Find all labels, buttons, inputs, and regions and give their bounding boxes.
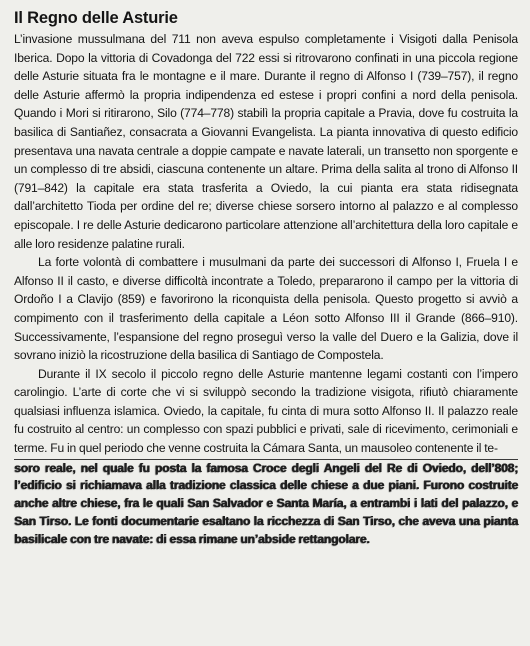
article-title: Il Regno delle Asturie [14, 9, 178, 27]
smudged-paragraph: soro reale, nel quale fu posta la famosa Croce degli Angeli del Re di Oviedo, dell’808; l’edificio si richiamava alla tradizione classica delle chiese a due piani. Furono costruite anche altre chiese, fra le quali San Salvador e Santa María, a entrambi i lati del palazzo, e San Tirso. Le fonti documentarie esaltano la ricchezza di San Tirso, che aveva una pianta basilicale con tre navate: di essa rimane un’abside rettangolare. [14, 460, 518, 546]
article-body [14, 30, 518, 549]
paragraph-2: La forte volontà di combattere i musulmani da parte dei successori di Alfonso I, Fruela I e Alfonso II il casto, e diverse difficoltà incontrate a Toledo, prepararono il campo per la vittoria di Ordoño I a Clavijo (859) e favorirono la riconquista della penisola. Questo progetto si avviò a compimento con il trasferimento della capitale a Léon sotto Alfonso III il Grande (866–910). Successivamente, l’espansione del regno proseguì verso la valle del Duero e la Galizia, dove il sovrano iniziò la ricostruzione della basilica di Santiago de Compostela. [14, 255, 518, 363]
paragraph-1: L’invasione mussulmana del 711 non aveva espulso completamente i Visigoti dalla Penisola Iberica. Dopo la vittoria di Covadonga del 722 essi si ritrovarono confinati in una piccola regione delle Asturie situata fra le montagne e il mare. Durante il regno di Alfonso I (739–757), il regno delle Asturie affermò la propria indipendenza ed estese i propri confini a nord della penisola. Quando i Mori si ritirarono, Silo (774–778) stabilì la propria capitale a Pravia, dove fu costruita la basilica di Santiañez, consacrata a Giovanni Evangelista. La pianta innovativa di questo edificio presentava una navata centrale a doppie campate e navate laterali, un transetto non sporgente e un complesso di tre absidi, ciascuna contenente un altare. Prima della salita al trono di Alfonso II (791–842) la capitale era stata trasferita a Oviedo, la cui pianta era stata ridisegnata dall’architetto Tioda per ordine del re; diverse chiese sorsero intorno al palazzo e al complesso episcopale. I re delle Asturie dedicarono particolare attenzione all’architettura della loro capitale e alle loro residenze palatine rurali. [14, 32, 518, 251]
paragraph-3: Durante il IX secolo il piccolo regno delle Asturie mantenne legami costanti con l’impero carolingio. L’arte di corte che vi si sviluppò secondo la tradizione visigota, rifiutò chiaramente qualsiasi influenza islamica. Oviedo, la capitale, fu cinta di mura sotto Alfonso II. Il palazzo reale fu costruito al centro: un complesso con spazi pubblici e privati, sale di ricevimento, cerimoniali e terme. Fu in quel periodo che venne costruita la Cámara Santa, un mausoleo contenente il te- [14, 366, 518, 456]
